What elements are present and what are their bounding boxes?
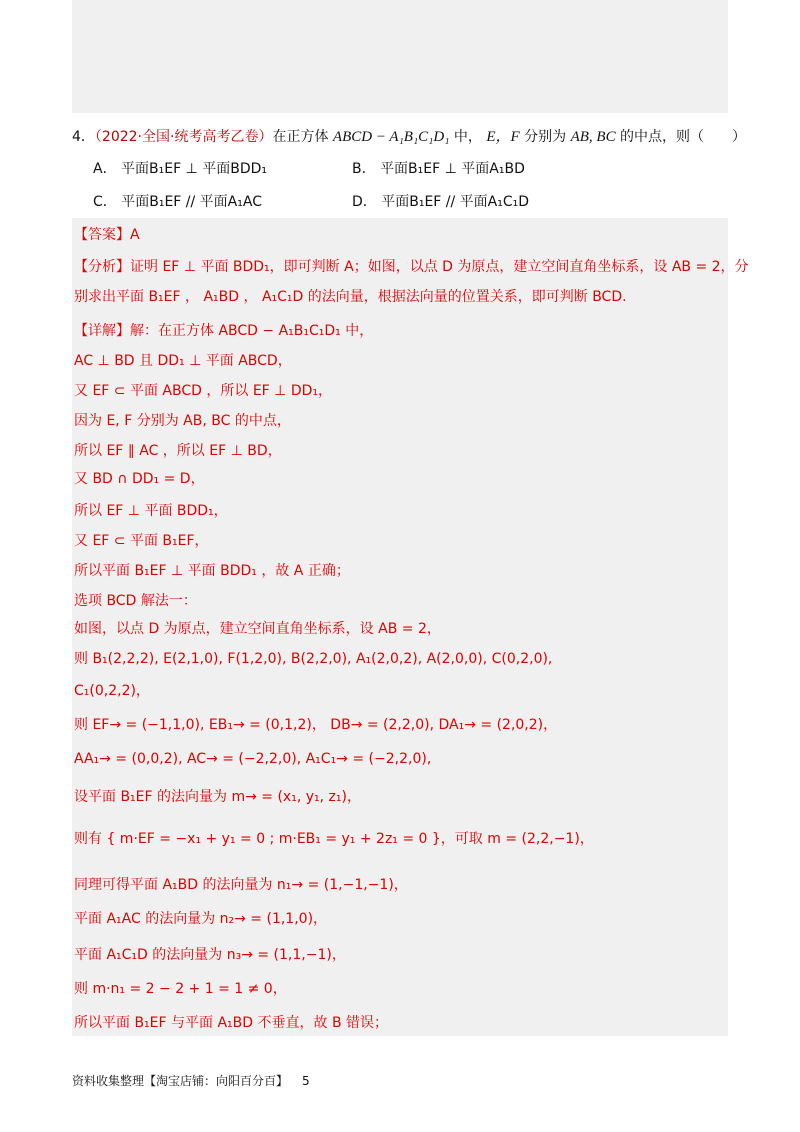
normal-vector-line: 平面 A₁C₁D 的法向量为 n₃→ = (1,1,−1)， xyxy=(74,947,346,963)
option-a xyxy=(93,158,267,180)
normal-vector-line: 同理可得平面 A₁BD 的法向量为 n₁→ = (1,−1,−1)， xyxy=(74,877,408,893)
detail-line: 如图，以点 D 为原点，建立空间直角坐标系，设 AB = 2， xyxy=(74,621,441,637)
analysis-line: 别求出平面 B₁EF ， A₁BD ， A₁C₁D 的法向量，根据法向量的位置关系，即可判断 BCD. xyxy=(74,289,627,305)
option-letter: A． xyxy=(93,161,117,177)
equation-system-line: 则有 { m·EF = −x₁ + y₁ = 0 ; m·EB₁ = y₁ + 2z₁ = 0 }，可取 m = (2,2,−1)， xyxy=(74,831,594,847)
detail-line: 又 EF ⊂ 平面 ABCD ，所以 EF ⊥ DD₁， xyxy=(74,383,332,399)
question-source: （2022·全国·统考高考乙卷） xyxy=(94,129,273,145)
vector-line: AA₁→ = (0,0,2), AC→ = (−2,2,0), A₁C₁→ = (−2,2,0), xyxy=(74,751,432,767)
option-d xyxy=(352,191,529,213)
detail-line: 所以平面 B₁EF ⊥ 平面 BDD₁ ，故 A 正确； xyxy=(74,563,350,579)
page-footer xyxy=(72,1072,310,1089)
question-stem xyxy=(72,126,746,148)
option-letter: C． xyxy=(93,194,117,210)
normal-vector-line: 平面 A₁AC 的法向量为 n₂→ = (1,1,0)， xyxy=(74,911,328,927)
detail-line: 又 EF ⊂ 平面 B₁EF， xyxy=(74,533,209,549)
stem-math: AB, BC xyxy=(570,129,616,145)
stem-math: E，F xyxy=(486,129,520,145)
stem-text: 分别为 xyxy=(524,129,567,145)
stem-text: 中， xyxy=(453,129,482,145)
option-letter: D． xyxy=(352,194,377,210)
stem-math: ABCD − A₁B₁C₁D₁ xyxy=(332,129,450,145)
coordinates-line: 则 B₁(2,2,2), E(2,1,0), F(1,2,0), B(2,2,0), A₁(2,0,2), A(2,0,0), C(0,2,0), xyxy=(74,651,553,667)
question-number: 4． xyxy=(72,129,95,145)
detail-line: 所以 EF ∥ AC ，所以 EF ⊥ BD， xyxy=(74,443,282,459)
option-text: 平面B₁EF ⊥ 平面BDD₁ xyxy=(121,161,268,177)
detail-line: AC ⊥ BD 且 DD₁ ⊥ 平面 ABCD， xyxy=(74,353,292,369)
analysis-line: 【分析】证明 EF ⊥ 平面 BDD₁，即可判断 A；如图，以点 D 为原点，建立空间直角坐标系，设 AB = 2，分 xyxy=(74,259,749,275)
footer-text: 资料收集整理【淘宝店铺：向阳百分百】 xyxy=(72,1074,289,1088)
normal-vector-line: 设平面 B₁EF 的法向量为 m→ = (x₁, y₁, z₁)， xyxy=(74,789,361,805)
coordinates-line: C₁(0,2,2)， xyxy=(74,683,150,699)
detail-line: 因为 E, F 分别为 AB, BC 的中点， xyxy=(74,413,291,429)
stem-text: 在正方体 xyxy=(272,129,329,145)
answer-line: 【答案】A xyxy=(74,227,140,243)
detail-line: 【详解】解：在正方体 ABCD − A₁B₁C₁D₁ 中， xyxy=(74,323,374,339)
option-letter: B． xyxy=(352,161,376,177)
conclusion-line: 所以平面 B₁EF 与平面 A₁BD 不垂直，故 B 错误； xyxy=(74,1015,388,1031)
page-number: 5 xyxy=(302,1074,310,1088)
option-b xyxy=(352,158,525,180)
detail-line: 又 BD ∩ DD₁ = D， xyxy=(74,471,205,487)
previous-question-box xyxy=(72,0,728,113)
option-text: 平面B₁EF // 平面A₁C₁D xyxy=(381,194,530,210)
dot-product-line: 则 m·n₁ = 2 − 2 + 1 = 1 ≠ 0， xyxy=(74,981,287,997)
vector-line: 则 EF→ = (−1,1,0), EB₁→ = (0,1,2)， DB→ = (2,2,0), DA₁→ = (2,0,2)， xyxy=(74,717,558,733)
detail-line: 所以 EF ⊥ 平面 BDD₁， xyxy=(74,503,228,519)
solution-box xyxy=(72,218,749,1036)
option-text: 平面B₁EF ⊥ 平面A₁BD xyxy=(380,161,525,177)
detail-line: 选项 BCD 解法一： xyxy=(74,593,197,609)
stem-text: 的中点，则（ ） xyxy=(620,129,747,145)
option-c xyxy=(93,191,262,213)
option-text: 平面B₁EF // 平面A₁AC xyxy=(121,194,262,210)
